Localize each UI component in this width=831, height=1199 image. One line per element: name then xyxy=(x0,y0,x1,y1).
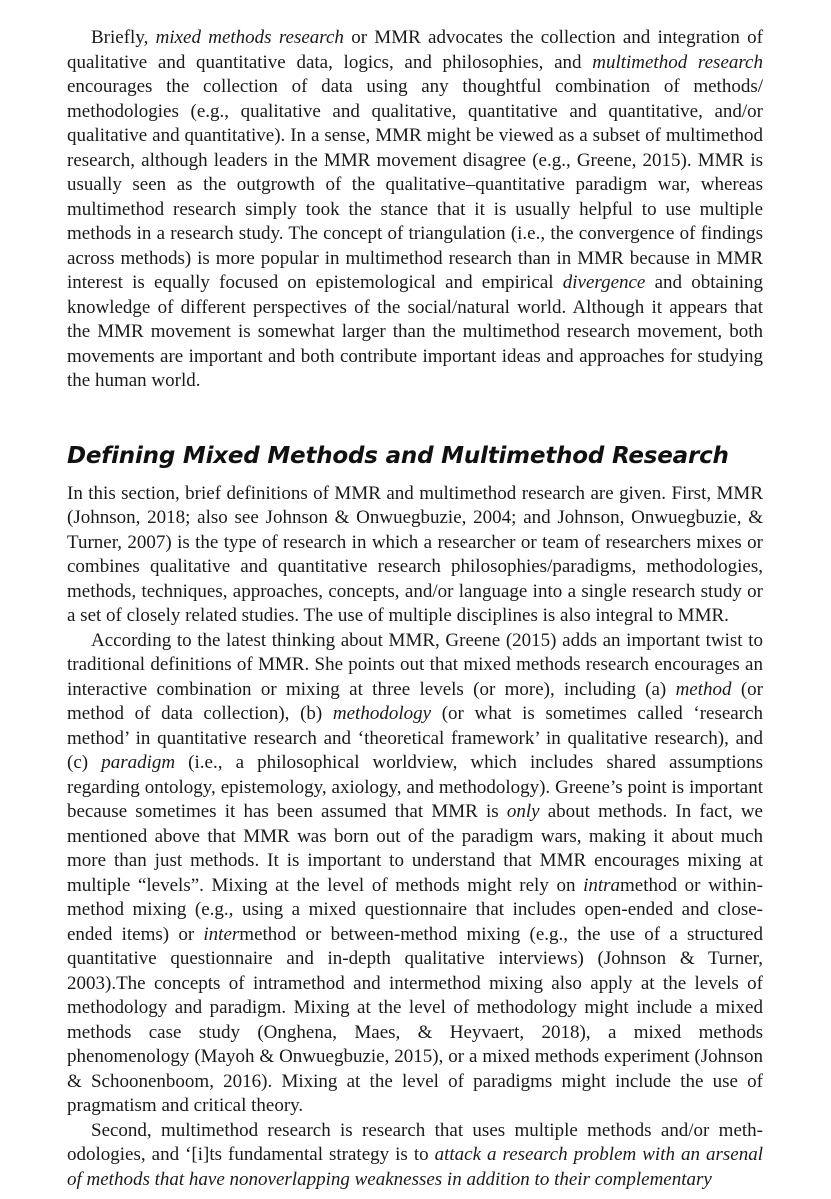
definitions-paragraph xyxy=(67,482,763,629)
italic-run: attack a research problem with an arsenal of methods that have nonoverlapping weaknesses in addition to their complementary xyxy=(67,1144,763,1190)
text-run: and obtaining knowledge of different perspectives of the social/natural world. Although it appears that the MMR movement is somewhat larger than the multimethod research movement, both movements are important and both contribute important ideas and approaches for studying the human world. xyxy=(67,272,763,391)
text-run: According to the latest thinking about MMR, Greene (2015) adds an important twist to traditional definitions of MMR. She points out that mixed methods research encourages an interactive combination or mixing at three levels (or more), including (a) xyxy=(67,629,763,700)
text-run: encourages the collection of data using any thoughtful combination of methods/​methodologies (e.g., qualitative and qualitative, quantitative and quantitative, and/or qualitative and quantitative). In a sense, MMR might be viewed as a subset of multimethod research, although leaders in the MMR movement disagree (e.g., Greene, 2015). MMR is usually seen as the outgrowth of the qualitative–quantitative paradigm war, whereas multimethod research simply took the stance that it is usually helpful to use multiple methods in a research study. The concept of triangulation (i.e., the convergence of findings across methods) is more popular in multimethod research than in MMR because in MMR interest is equally focused on epistemological and empirical xyxy=(67,76,763,293)
text-run: (i.e., a philosophical worldview, which includes shared assumptions regarding ontology, epistemology, axiology, and methodology). Greene’s point is important because sometimes it has been assumed that MMR is xyxy=(67,752,763,822)
italic-run: method xyxy=(675,678,732,700)
intro-paragraph xyxy=(67,26,763,394)
document-page xyxy=(67,26,763,1192)
italic-run: multimethod research xyxy=(592,51,763,73)
text-run: Second, multimethod research is research that uses multiple methods and/or methodologies, and ‘[i]ts fundamental strategy is to xyxy=(67,1119,763,1165)
italic-run: only xyxy=(506,801,540,822)
text-run: (or method of data collection), (b) xyxy=(67,678,763,724)
text-run: (or what is sometimes called ‘research method’ in quantitative research and ‘theoretical framework’ in qualitative research), and (c) xyxy=(67,703,764,773)
text-run: method or within-method mixing (e.g., using a mixed questionnaire that includes open-ended and close-ended items) or xyxy=(67,874,763,945)
section-heading: Defining Mixed Methods and Multimethod Research xyxy=(67,442,729,469)
greene-paragraph xyxy=(67,629,763,1119)
italic-run: divergence xyxy=(562,272,646,293)
italic-run: intra xyxy=(583,874,621,896)
italic-run: paradigm xyxy=(101,752,176,773)
italic-run: mixed methods research xyxy=(155,27,344,48)
text-run: method or between-method mixing (e.g., the use of a structured quantitative questionnaire and in-depth qualitative interviews) (Johnson & Turner, 2003).The concepts of intramethod and intermethod mixing also apply at the levels of methodology and paradigm. Mixing at the level of methodology might include a mixed methods case study (Onghena, Maes, & Heyvaert, 2018), a mixed methods phenomenology (Mayoh & Onwuegbuzie, 2015), or a mixed methods experiment (Johnson & Schoonenboom, 2016). Mixing at the level of paradigms might include the use of pragmatism and critical theory. xyxy=(67,923,763,1116)
text-run: about methods. In fact, we mentioned above that MMR was born out of the paradigm wars, making it about much more than just methods. It is important to understand that MMR encourages mixing at multiple “levels”. Mixing at the level of methods might rely on xyxy=(67,801,763,896)
italic-run: inter xyxy=(203,923,240,945)
text-run: Briefly, xyxy=(91,27,156,48)
text-run: or MMR advocates the collection and integration of qualitative and quantitative data, logics, and philosophies, and xyxy=(67,27,763,73)
italic-run: methodology xyxy=(332,703,432,724)
multimethod-paragraph xyxy=(67,1119,763,1193)
text-run: In this section, brief definitions of MMR and multimethod research are given. First, MMR (Johnson, 2018; also see Johnson & Onwuegbuzie, 2004; and Johnson, Onwuegbuzie, & Turner, 2007) is the type of research in which a researcher or team of researchers mixes or combines qualitative and quantitative research philosophies/paradigms, methodologies, methods, techniques, approaches, concepts, and/or language into a single research study or a set of closely related studies. The use of multiple disciplines is also integral to MMR. xyxy=(67,482,763,626)
